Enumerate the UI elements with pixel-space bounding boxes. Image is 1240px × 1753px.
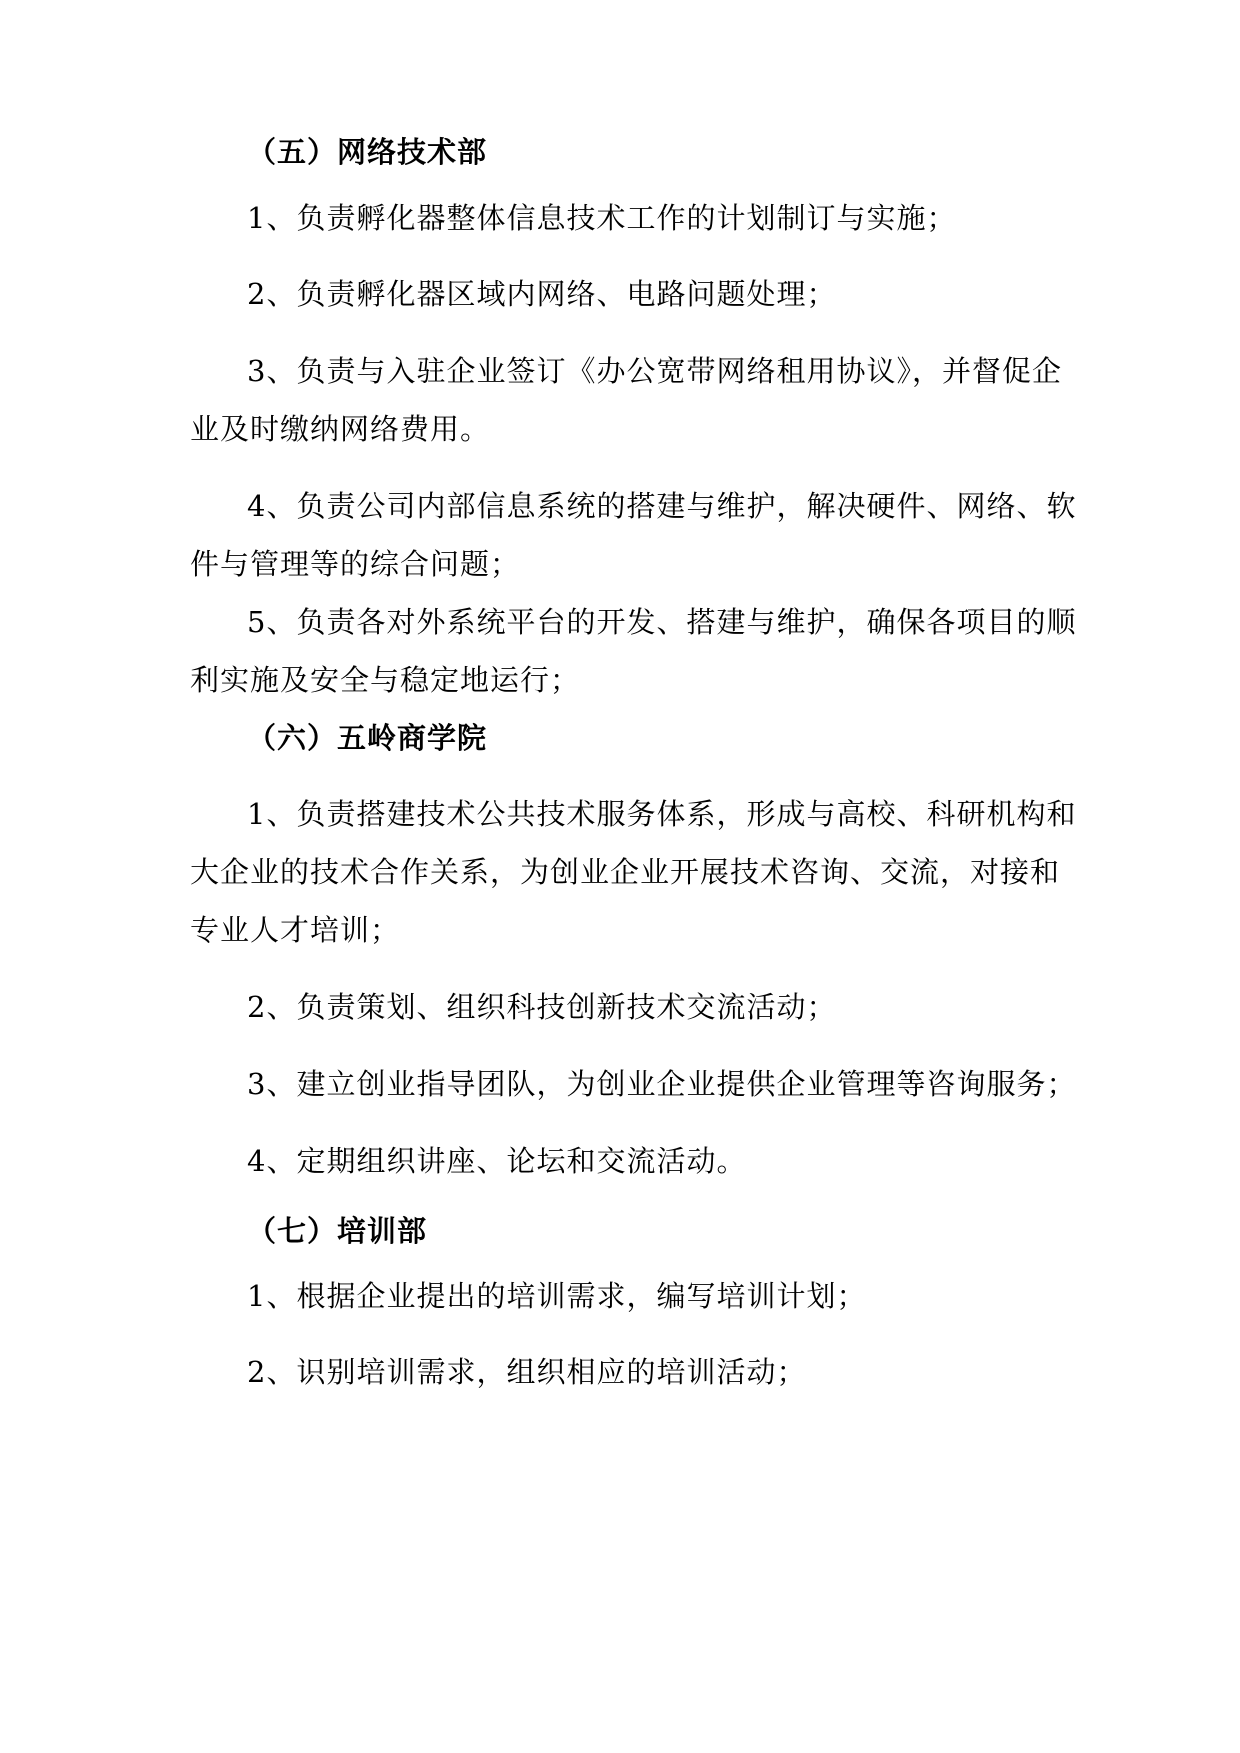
- list-item-5-4-line-2: 件与管理等的综合问题；: [190, 547, 521, 581]
- list-item-6-1-line-3: 专业人才培训；: [190, 913, 401, 947]
- list-item-5-2: 2、负责孵化器区域内网络、电路问题处理；: [247, 277, 837, 311]
- list-item-7-2: 2、识别培训需求，组织相应的培训活动；: [247, 1355, 807, 1389]
- list-item-6-1-line-2: 大企业的技术合作关系，为创业企业开展技术咨询、交流，对接和: [190, 855, 1061, 889]
- section-heading-7: （七）培训部: [247, 1214, 428, 1248]
- list-item-5-3-line-2: 业及时缴纳网络费用。: [190, 412, 491, 446]
- list-item-6-4: 4、定期组织讲座、论坛和交流活动。: [247, 1144, 747, 1178]
- list-item-5-1: 1、负责孵化器整体信息技术工作的计划制订与实施；: [247, 201, 957, 235]
- list-item-5-3-line-1: 3、负责与入驻企业签订《办公宽带网络租用协议》，并督促企: [247, 354, 1062, 388]
- list-item-5-5-line-2: 利实施及安全与稳定地运行；: [190, 663, 581, 697]
- list-item-5-4-line-1: 4、负责公司内部信息系统的搭建与维护，解决硬件、网络、软: [247, 489, 1077, 523]
- list-item-7-1: 1、根据企业提出的培训需求，编写培训计划；: [247, 1279, 867, 1313]
- list-item-6-3: 3、建立创业指导团队，为创业企业提供企业管理等咨询服务；: [247, 1067, 1077, 1101]
- list-item-6-2: 2、负责策划、组织科技创新技术交流活动；: [247, 990, 837, 1024]
- section-heading-6: （六）五岭商学院: [247, 721, 488, 755]
- section-heading-5: （五）网络技术部: [247, 135, 488, 169]
- list-item-5-5-line-1: 5、负责各对外系统平台的开发、搭建与维护，确保各项目的顺: [247, 605, 1077, 639]
- list-item-6-1-line-1: 1、负责搭建技术公共技术服务体系，形成与高校、科研机构和: [247, 797, 1077, 831]
